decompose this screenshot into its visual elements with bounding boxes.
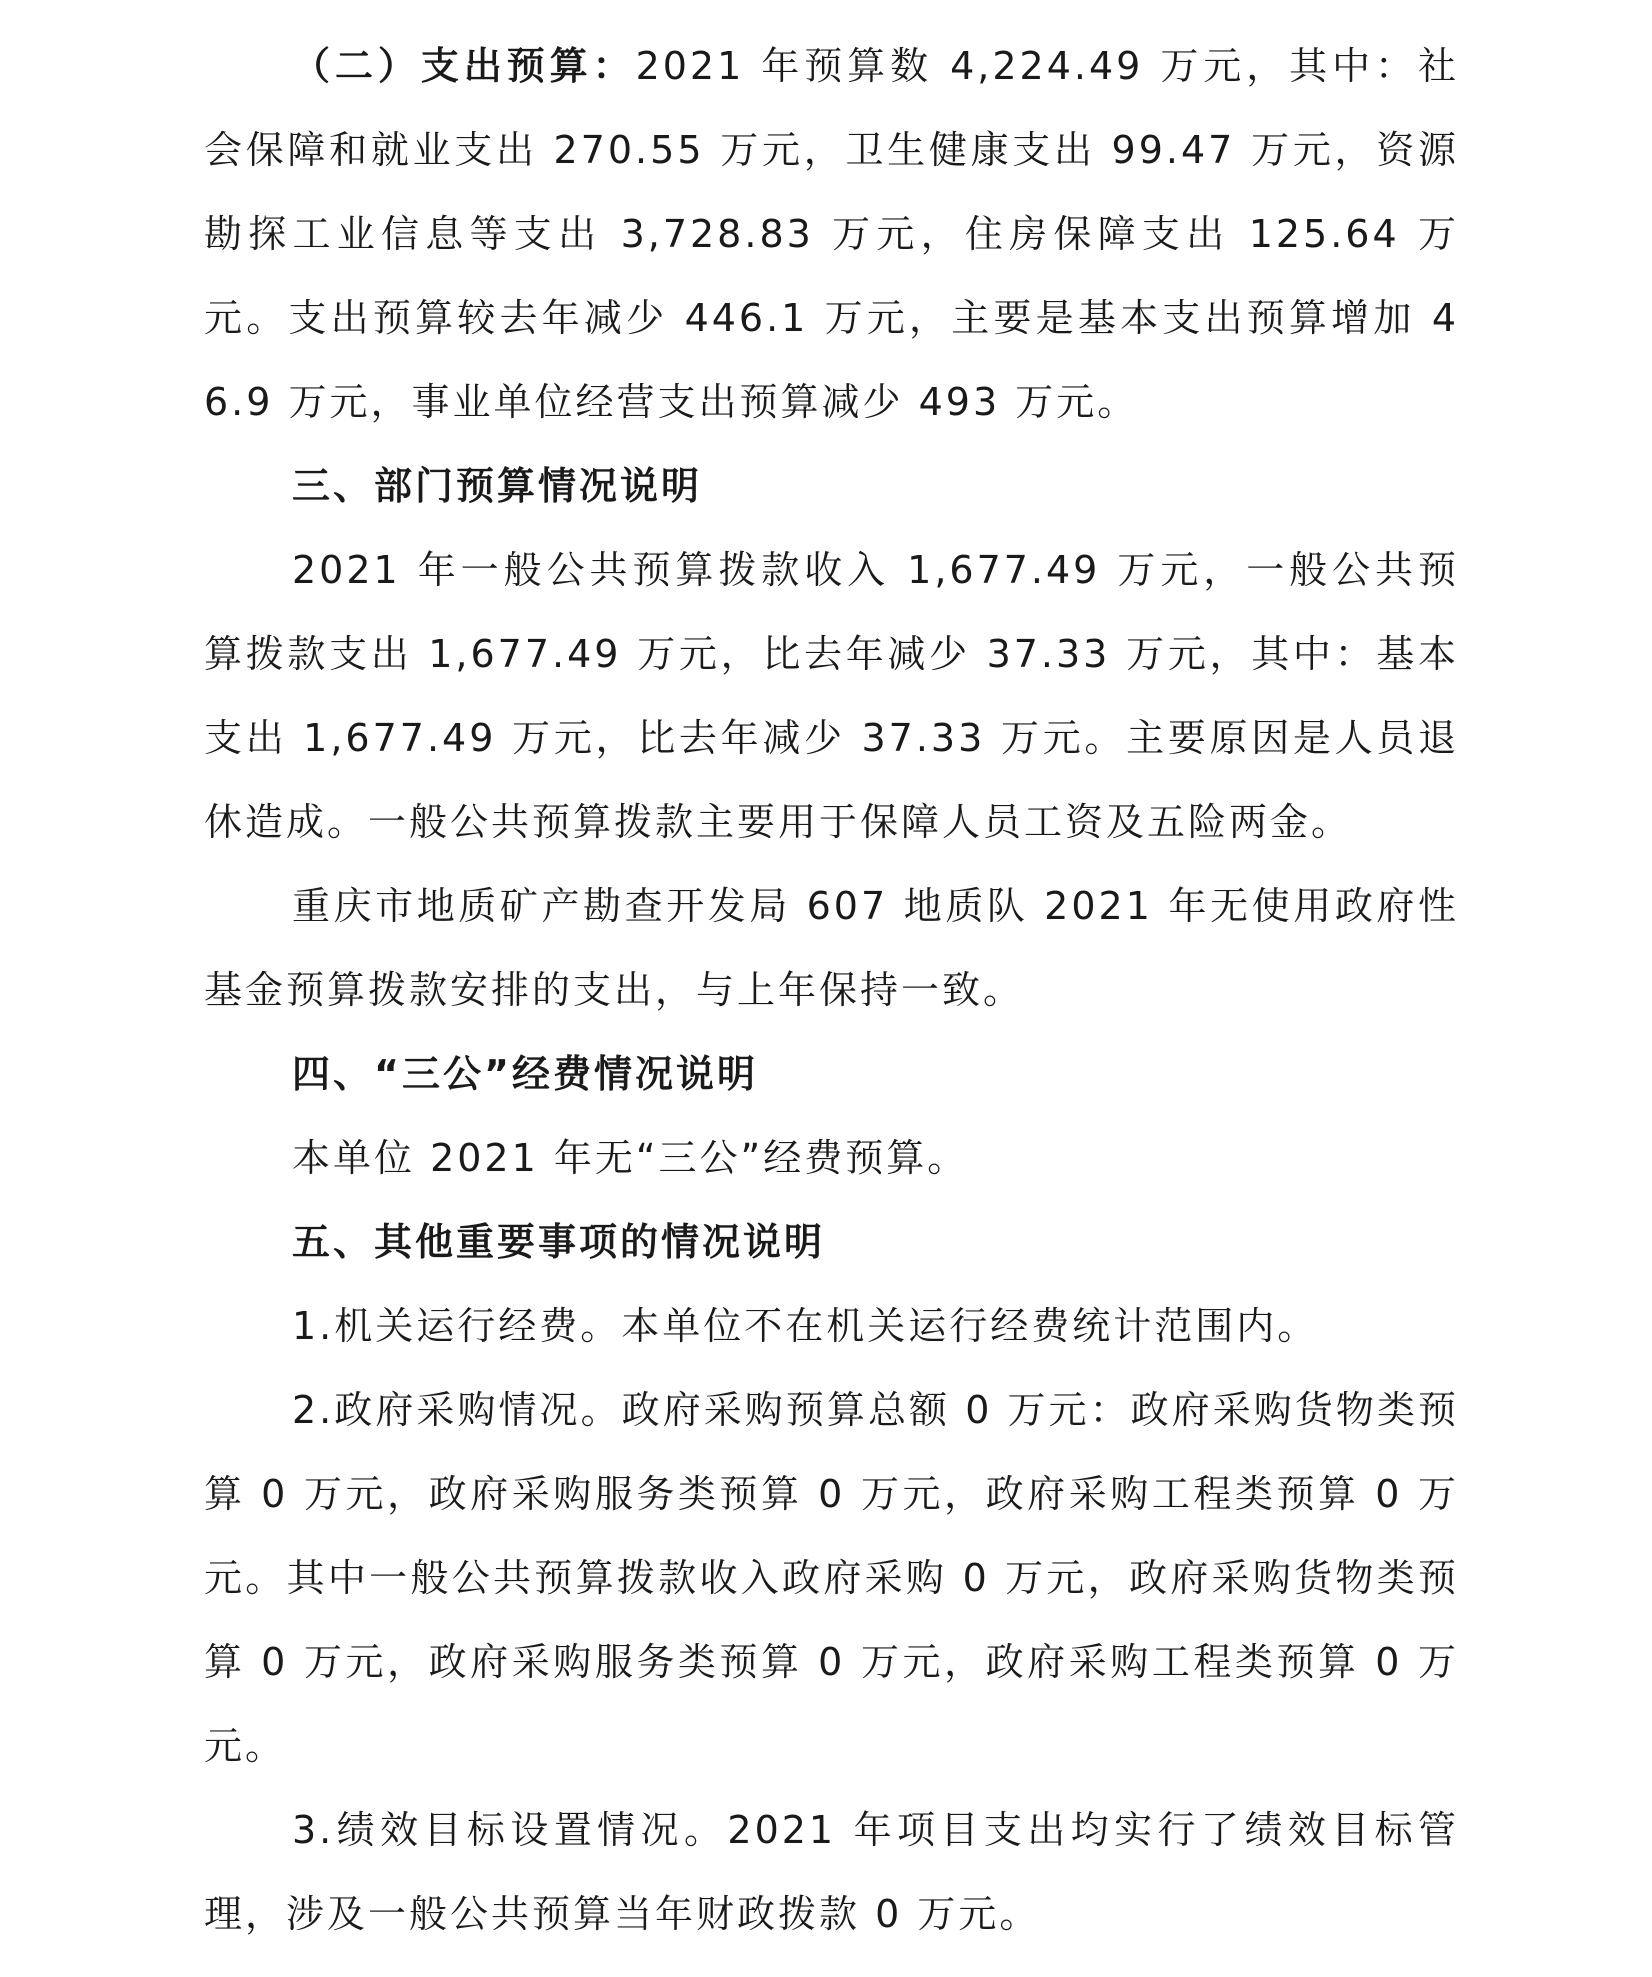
section-5-item-3: 3.绩效目标设置情况。2021 年项目支出均实行了绩效目标管理，涉及一般公共预算当年财政拨款 0 万元。 <box>204 1808 1459 1936</box>
expenditure-budget-paragraph <box>204 24 1459 444</box>
section-4-paragraph-1: 本单位 2021 年无“三公”经费预算。 <box>292 1136 969 1180</box>
expenditure-budget-text: 2021 年预算数 4,224.49 万元，其中：社会保障和就业支出 270.55 万元，卫生健康支出 99.47 万元，资源勘探工业信息等支出 3,728.83 万元，住房保障支出 125.64 万元。支出预算较去年减少 446.1 万元，主要是基本支出预算增加 46.9 万元，事业单位经营支出预算减少 493 万元。 <box>204 44 1459 424</box>
section-3-heading: 三、部门预算情况说明 <box>292 464 703 508</box>
section-3-paragraph-1: 2021 年一般公共预算拨款收入 1,677.49 万元，一般公共预算拨款支出 1,677.49 万元，比去年减少 37.33 万元，其中：基本支出 1,677.49 万元，比去年减少 37.33 万元。主要原因是人员退休造成。一般公共预算拨款主要用于保障人员工资及五险两金。 <box>204 548 1459 844</box>
document-page <box>204 0 1459 1977</box>
section-5-item-2: 2.政府采购情况。政府采购预算总额 0 万元：政府采购货物类预算 0 万元，政府采购服务类预算 0 万元，政府采购工程类预算 0 万元。其中一般公共预算拨款收入政府采购 0 万元，政府采购货物类预算 0 万元，政府采购服务类预算 0 万元，政府采购工程类预算 0 万元。 <box>204 1388 1459 1768</box>
section-5-item-1: 1.机关运行经费。本单位不在机关运行经费统计范围内。 <box>292 1304 1319 1348</box>
section-5-heading: 五、其他重要事项的情况说明 <box>292 1220 826 1264</box>
expenditure-budget-lead: （二）支出预算： <box>292 44 636 88</box>
section-3-paragraph-2: 重庆市地质矿产勘查开发局 607 地质队 2021 年无使用政府性基金预算拨款安排的支出，与上年保持一致。 <box>204 884 1459 1012</box>
section-4-heading: 四、“三公”经费情况说明 <box>292 1052 758 1096</box>
